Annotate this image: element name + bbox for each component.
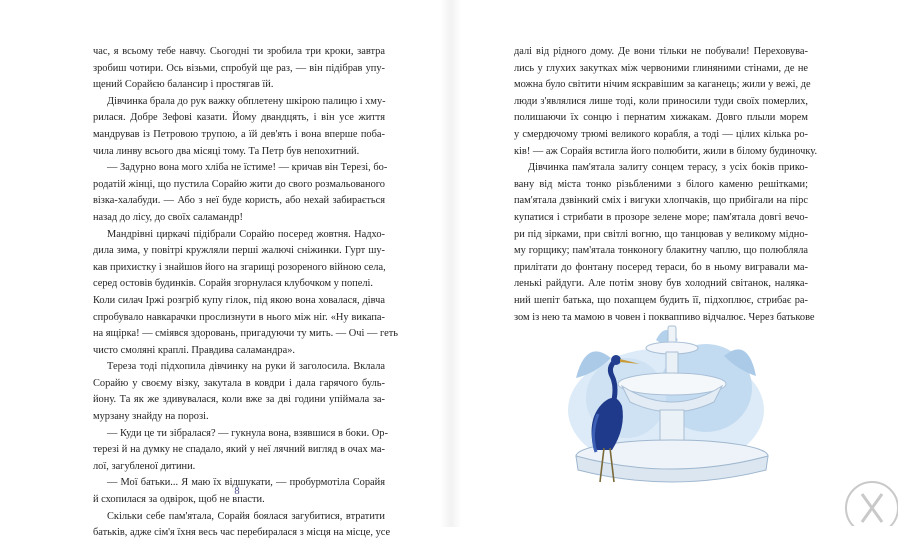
text-line: чисто смоляні краплі. Правдива саламандра». — [93, 344, 295, 356]
text-line: й схопилася за одвірок, щоб не впасти. — [93, 494, 265, 506]
text-line: Коли силач Іржі розгріб купу гілок, під якою вона ховалася, дівча — [93, 294, 385, 306]
text-line: — Задурно вона мого хліба не їстиме! — кричав він Терезі, бо- — [107, 162, 388, 174]
text-line: вану від міста тонко різьбленими з білого каменю решітками; — [514, 178, 808, 190]
text-line: родатій жінці, що пустила Сорайю жити до свого розмальованого — [93, 178, 385, 190]
text-line: час, я всьому тебе навчу. Сьогодні ти зробила три кроки, завтра — [93, 46, 385, 57]
watermark-logo — [842, 478, 898, 526]
text-line: кав прихистку і знайшов його на згарищі розореного війною села, — [93, 261, 386, 273]
text-line: на ящірка! — сміявся здоровань, пригадуючи ту мить. — Очі — геть — [93, 328, 398, 340]
text-line: купатися і стрибати в прозоре зелене море; пам'ятала довгі вечо- — [514, 211, 808, 223]
page-number: 8 — [234, 486, 240, 497]
text-line: ри під зірками, при світлі вогню, що танцював у великому мідно- — [514, 228, 808, 240]
text-line: Скільки себе пам'ятала, Сорайя боялася загубитися, втратити — [107, 510, 385, 522]
text-line: серед остовів будинків. Сорайя згорнулася клубочком у попелі. — [93, 278, 374, 290]
text-line: лись у глухих закутках між червоними глиняними стінами, де не — [514, 62, 808, 74]
text-line: Дівчинка пам'ятала залиту сонцем терасу, з усіх боків прико- — [528, 162, 808, 174]
text-line: чила линву всього два місяці тому. Та Петр був непохитний. — [93, 145, 360, 157]
text-line: дила зима, у повітрі кружляли перші жалючі сніжинки. Гурт шу- — [93, 245, 385, 257]
text-line: спробувало навкарачки прослизнути в нього між ніг. «Ну викапа- — [93, 311, 385, 323]
text-line: люди з'являлися лише тоді, коли приносили туди своїх померлих, — [514, 95, 808, 107]
text-line: мандрував із Петровою трупою, а їй дев'ять і вона вперше поба- — [93, 128, 385, 140]
text-line: полишаючи їх сонцю і пернатим хижакам. Довго плыли морем — [514, 112, 808, 124]
text-line: далі від рідного дому. Де вони тільки не побували! Переховува- — [514, 46, 808, 57]
text-line: батьків, адже сім'я їхня весь час перебиралася з місця на місце, усе — [93, 527, 391, 539]
text-line: у смердючому трюмі великого корабля, а тоді — цілих кілька ро- — [514, 128, 808, 140]
text-line: зробиш чотири. Ось візьми, спробуй ще раз, — він підібрав упу- — [93, 62, 385, 74]
text-line: терезі й на думку не спадало, який у неї лячний вигляд в очах ма- — [93, 444, 385, 456]
text-line: лої, загубленої дитини. — [93, 460, 196, 472]
text-line: — Куди це ти зібралася? — гукнула вона, взявшися в боки. Ор- — [107, 427, 388, 439]
heron-fountain-illustration — [556, 318, 776, 490]
text-line: ленькі райдуги. Але потім знову був холодний світанок, наляка- — [514, 278, 808, 290]
text-line: Мандрівні циркачі підібрали Сорайю посеред жовтня. Надхо- — [107, 228, 385, 240]
right-page-text — [514, 44, 818, 326]
text-line: му горщику; пам'ятала тонконогу блакитну чаплю, що полюбляла — [514, 245, 808, 257]
text-line: — Мої батьки... Я маю їх відшукати, — пробурмотіла Сорайя — [107, 477, 385, 489]
text-line: мурзану знайду на порозі. — [93, 411, 209, 423]
text-line: прилітати до фонтану посеред тераси, бо в ньому вигравали ма- — [514, 261, 808, 273]
book-gutter — [440, 0, 462, 527]
text-line: ний шепіт батька, що похапцем будить її, підхоплює, стрибає ра- — [514, 294, 808, 306]
text-line: щений Сорайєю балансир і простягав їй. — [93, 79, 274, 91]
text-line: йону. Та як же здивувалася, коли вже за дві години упіймала за- — [93, 394, 385, 406]
text-line: пам'ятала дзвінкий сміх і вигуки хлопчаків, що прибігали на пірс — [514, 195, 808, 207]
left-page-text — [93, 44, 398, 542]
text-line: рилася. Добре Зефові казати. Йому двандцять, і він усе життя — [93, 112, 385, 124]
text-line: Дівчинка брала до рук важку обплетену шкірою палицю і хму- — [107, 95, 386, 107]
text-line: ків! — аж Сорайя встигла його полюбити, жили в білому будиночку. — [514, 145, 818, 157]
text-line: назад до лісу, до своїх саламандр! — [93, 211, 244, 223]
text-line: зом із нею та мамою в човен і покваппиво відчалює. Через батькове — [514, 311, 815, 323]
text-line: можна було світити нічим яскравішим за каганець; жили у вежі, де — [514, 79, 811, 91]
text-line: Сорайю у своєму візку, закутала в ковдри і дала гарячого буль- — [93, 377, 385, 389]
text-line: Тереза тоді підхопила дівчинку на руки й заголосила. Вклала — [107, 361, 385, 373]
text-line: візка-халабуди. — Або з неї буде користь, або нехай забирається — [93, 195, 385, 207]
